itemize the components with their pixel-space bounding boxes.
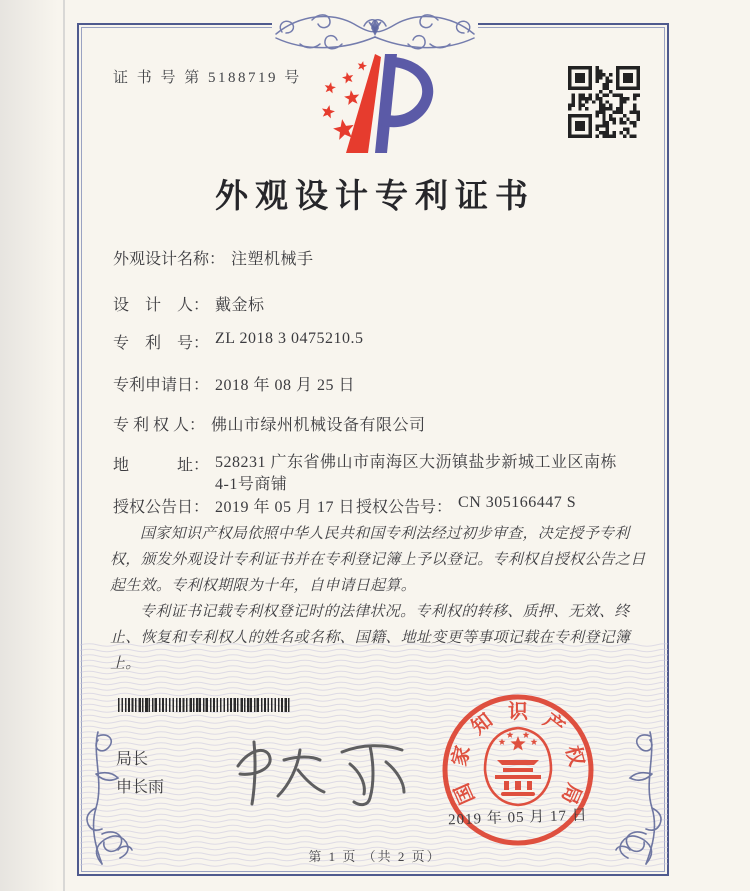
- certificate-number: 证 书 号 第 5188719 号: [113, 70, 302, 86]
- qr-code: [568, 66, 640, 138]
- field-label: 授权公告日：: [113, 499, 210, 516]
- field-designer: [113, 292, 265, 315]
- field-grant-date: 2019 年 05 月 17 日: [215, 499, 356, 516]
- field-label: 专利申请日：: [113, 377, 210, 394]
- field-value: 528231 广东省佛山市南海区大沥镇盐步新城工业区南栋4-1号商铺: [215, 454, 618, 493]
- field-value: 注塑机械手: [231, 251, 314, 268]
- logo-star: [341, 71, 354, 84]
- field-patent-number: [113, 330, 363, 353]
- field-value: ZL 2018 3 0475210.5: [215, 330, 364, 347]
- field-grant-row: [113, 494, 653, 517]
- field-patentee: [113, 412, 426, 435]
- field-value: 2018 年 08 月 25 日: [215, 377, 356, 394]
- field-value: 戴金标: [215, 297, 265, 314]
- logo-star: [343, 89, 360, 105]
- national-emblem-icon: [485, 728, 551, 805]
- field-address: [113, 452, 623, 496]
- field-label: 外观设计名称：: [113, 251, 226, 268]
- certificate-body-text: [110, 521, 655, 677]
- field-filing-date: [113, 372, 355, 395]
- field-design-name: [113, 246, 314, 269]
- svg-text:识: 识: [508, 701, 528, 723]
- page-number: 第 1 页 （共 2 页）: [308, 849, 442, 864]
- field-label: 授权公告号：: [356, 499, 453, 516]
- seal-date: 2019 年 05 月 17 日: [447, 807, 589, 829]
- field-value: CN 305166447 S: [458, 494, 577, 511]
- logo-star: [324, 81, 337, 94]
- logo-star: [356, 60, 367, 71]
- svg-text:知: 知: [467, 709, 497, 740]
- body-paragraph-2: 专利证书记载专利权登记时的法律状况。专利权的转移、质押、无效、终止、恢复和专利权人的姓名或名称、国籍、地址变更等事项记载在专利登记簿上。: [110, 604, 631, 672]
- scan-paper-edge: [63, 0, 65, 891]
- field-label: 设 计 人：: [113, 297, 210, 314]
- cnipa-patent-logo: [318, 52, 440, 158]
- field-grant-number: [356, 494, 576, 517]
- commissioner-title-label: 局长: [116, 751, 149, 768]
- svg-text:产: 产: [539, 709, 569, 740]
- svg-text:家: 家: [448, 743, 475, 769]
- svg-text:权: 权: [561, 743, 588, 769]
- field-label: 专 利 权 人：: [113, 417, 206, 434]
- commissioner-name: 申长雨: [116, 779, 165, 796]
- scan-edge-shade: [0, 0, 58, 891]
- logo-star: [320, 104, 336, 119]
- body-paragraph-1: 国家知识产权局依照中华人民共和国专利法经过初步审查，决定授予专利权，颁发外观设计专利证书并在专利登记簿上予以登记。专利权自授权公告之日起生效。专利权期限为十年，自申请日起算。: [110, 526, 646, 594]
- svg-text:国: 国: [450, 779, 480, 808]
- certificate-title: 外观设计专利证书: [215, 179, 535, 215]
- field-label: 专 利 号：: [113, 335, 210, 352]
- official-seal: [437, 690, 599, 854]
- field-value: 佛山市绿州机械设备有限公司: [211, 417, 426, 434]
- patent-p-logo-icon: [318, 52, 440, 158]
- commissioner-signature: [224, 736, 424, 811]
- svg-text:局: 局: [556, 779, 586, 808]
- barcode: [118, 698, 290, 712]
- field-label: 地 址：: [113, 457, 210, 474]
